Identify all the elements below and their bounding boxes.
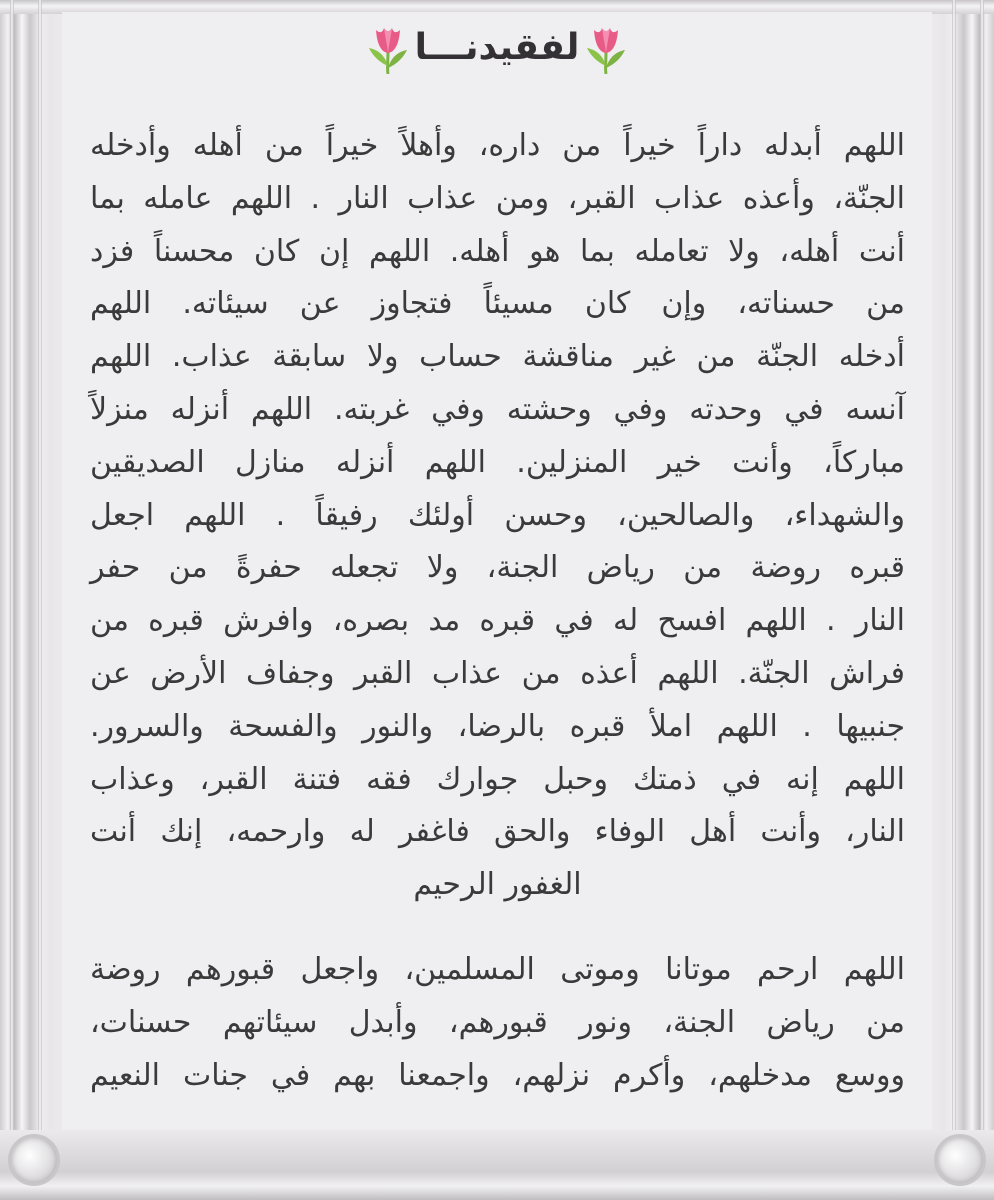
prayer-paragraph-1 [90, 120, 905, 912]
prayer-line: النار، وأنت أهل الوفاء والحق فاغفر له وارحمه، إنك أنت [90, 814, 905, 850]
prayer-line: النار . اللهم افسح له في قبره مد بصره، وافرش قبره من [90, 603, 905, 639]
prayer-line: ووسع مدخلهم، وأكرم نزلهم، واجمعنا بهم في جنات النعيم [90, 1057, 905, 1093]
page-title: لفقيدنـــا [414, 27, 580, 68]
prayer-line: من حسناته، وإن كان مسيئاً فتجاوز عن سيئاته. اللهم [90, 286, 905, 322]
prayer-line: مباركاً، وأنت خير المنزلين. اللهم أنزله منازل الصديقين [90, 444, 905, 480]
prayer-line: أنت أهله، ولا تعامله بما هو أهله. اللهم إن كان محسناً فزد [90, 233, 905, 269]
prayer-line: أدخله الجنّة من غير مناقشة حساب ولا سابقة عذاب. اللهم [90, 339, 905, 375]
prayer-paragraph-2 [90, 942, 905, 1100]
tulip-icon [367, 22, 409, 74]
prayer-line: اللهم ارحم موتانا وموتى المسلمين، واجعل قبورهم روضة [90, 952, 905, 987]
prayer-line: فراش الجنّة. اللهم أعذه من عذاب القبر وجفاف الأرض عن [90, 655, 905, 691]
prayer-line: من رياض الجنة، ونور قبورهم، وأبدل سيئاتهم حسنات، [90, 1004, 905, 1040]
tulip-icon [585, 22, 627, 74]
prayer-line: والشهداء، والصالحين، وحسن أولئك رفيقاً . اللهم اجعل [90, 497, 905, 533]
prayer-line: قبره روضة من رياض الجنة، ولا تجعله حفرةً من حفر [90, 550, 905, 586]
prayer-line: الجنّة، وأعذه عذاب القبر، ومن عذاب النار . اللهم عامله بما [90, 180, 905, 216]
prayer-line-final: الغفور الرحيم [413, 867, 582, 903]
frame-right-rail [980, 0, 984, 1200]
frame-left-rail [10, 0, 14, 1200]
prayer-line: اللهم إنه في ذمتك وحبل جوارك فقه فتنة القبر، وعذاب [90, 761, 905, 797]
prayer-line: اللهم أبدله داراً خيراً من داره، وأهلاً خيراً من أهله وأدخله [90, 128, 905, 163]
prayer-line: جنبيها . اللهم املأ قبره بالرضا، والنور والفسحة والسرور. [90, 708, 905, 744]
title-row [0, 22, 994, 74]
frame-corner-ornament-right [934, 1134, 986, 1186]
frame-right-inner-rail [952, 0, 956, 1200]
frame-left-inner-rail [38, 0, 42, 1200]
frame-bottom-edge [0, 1130, 994, 1200]
prayer-line: آنسه في وحدته وفي وحشته وفي غربته. اللهم أنزله منزلاً [90, 391, 905, 427]
frame-corner-ornament-left [8, 1134, 60, 1186]
